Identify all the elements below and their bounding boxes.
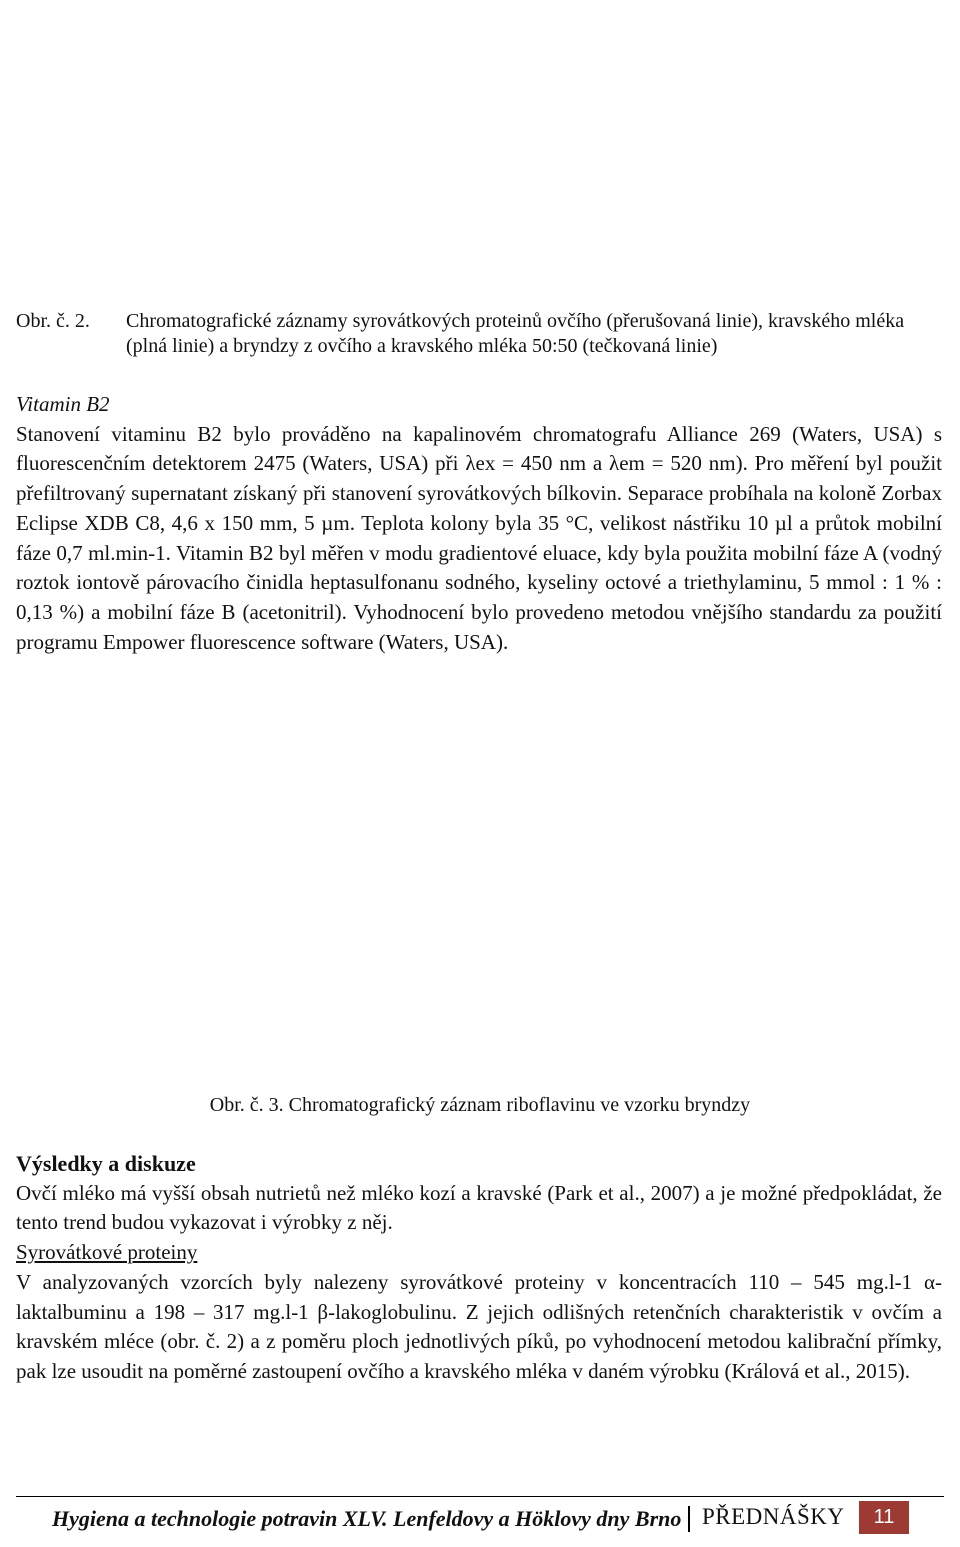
whey-proteins-body: V analyzovaných vzorcích byly nalezeny syrovátkové proteiny v koncentracích 110 – 545 mg.l-1 α-laktalbuminu a 198 – 317 mg.l-1 β-lakoglobulinu. Z jejich odlišných retenčních charakteristik v ovčím a kravském mléce (obr. č. 2) a z poměru ploch jednotlivých píků, po vyhodnocení metodou kalibrační přímky, pak lze usoudit na poměrné zastoupení ovčího a kravského mléka v daném výrobku (Králová et al., 2015). (16, 1269, 942, 1383)
chromatogram-riboflavin-svg (22, 780, 942, 1080)
vitamin-b2-heading: Vitamin B2 (16, 392, 110, 416)
footer-rule (16, 1496, 944, 1497)
footer-page-number: 11 (859, 1501, 909, 1534)
figure-2-label: Obr. č. 2. (16, 310, 90, 332)
figure-3-caption: Obr. č. 3. Chromatografický záznam riboflavinu ve vzorku bryndzy (209, 1094, 751, 1116)
results-intro: Ovčí mléko má vyšší obsah nutrietů než mléko kozí a kravské (Park et al., 2007) a je možné předpokládat, že tento trend budou vykazovat i výrobky z něj. (16, 1180, 942, 1235)
figure-2-text: Chromatografické záznamy syrovátkových proteinů ovčího (přerušovaná linie), kravského mléka (plná linie) a bryndzy z ovčího a kravského mléka 50:50 (tečkovaná linie) (126, 310, 905, 357)
chromatogram-riboflavin (22, 780, 942, 1080)
vitamin-b2-body: Stanovení vitaminu B2 bylo prováděno na kapalinovém chromatografu Alliance 269 (Waters, USA) s fluorescenčním detektorem 2475 (Waters, USA) při λex = 450 nm a λem = 520 nm). Pro měření byl použit přefiltrovaný supernatant získaný při stanovení syrovátkových bílkovin. Separace probíhala na koloně Zorbax Eclipse XDB C8, 4,6 x 150 mm, 5 µm. Teplota kolony byla 35 °C, velikost nástřiku 10 µl a průtok mobilní fáze 0,7 ml.min-1. Vitamin B2 byl měřen v modu gradientové eluace, kdy byla použita mobilní fáze A (vodný roztok iontově párovacího činidla heptasulfonanu sodného, kyseliny octové a triethylaminu, 5 mmol : 1 % : 0,13 %) a mobilní fáze B (acetonitril). Vyhodnocení bylo provedeno metodou vnějšího standardu za použití programu Empower fluorescence software (Waters, USA). (16, 421, 942, 654)
footer-separator (688, 1506, 690, 1532)
chromatogram-whey-proteins (30, 0, 930, 300)
results-heading: Výsledky a diskuze (16, 1151, 196, 1176)
footer-journal: Hygiena a technologie potravin XLV. Lenfeldovy a Höklovy dny Brno (52, 1506, 682, 1531)
results-section (16, 1149, 942, 1387)
vitamin-b2-section (16, 390, 942, 657)
whey-proteins-subheading: Syrovátkové proteiny (16, 1240, 198, 1265)
figure-2-caption (16, 309, 946, 359)
chromatogram-whey-proteins-svg (30, 0, 930, 300)
page-footer (0, 1496, 960, 1547)
footer-section: PŘEDNÁŠKY (702, 1504, 845, 1529)
